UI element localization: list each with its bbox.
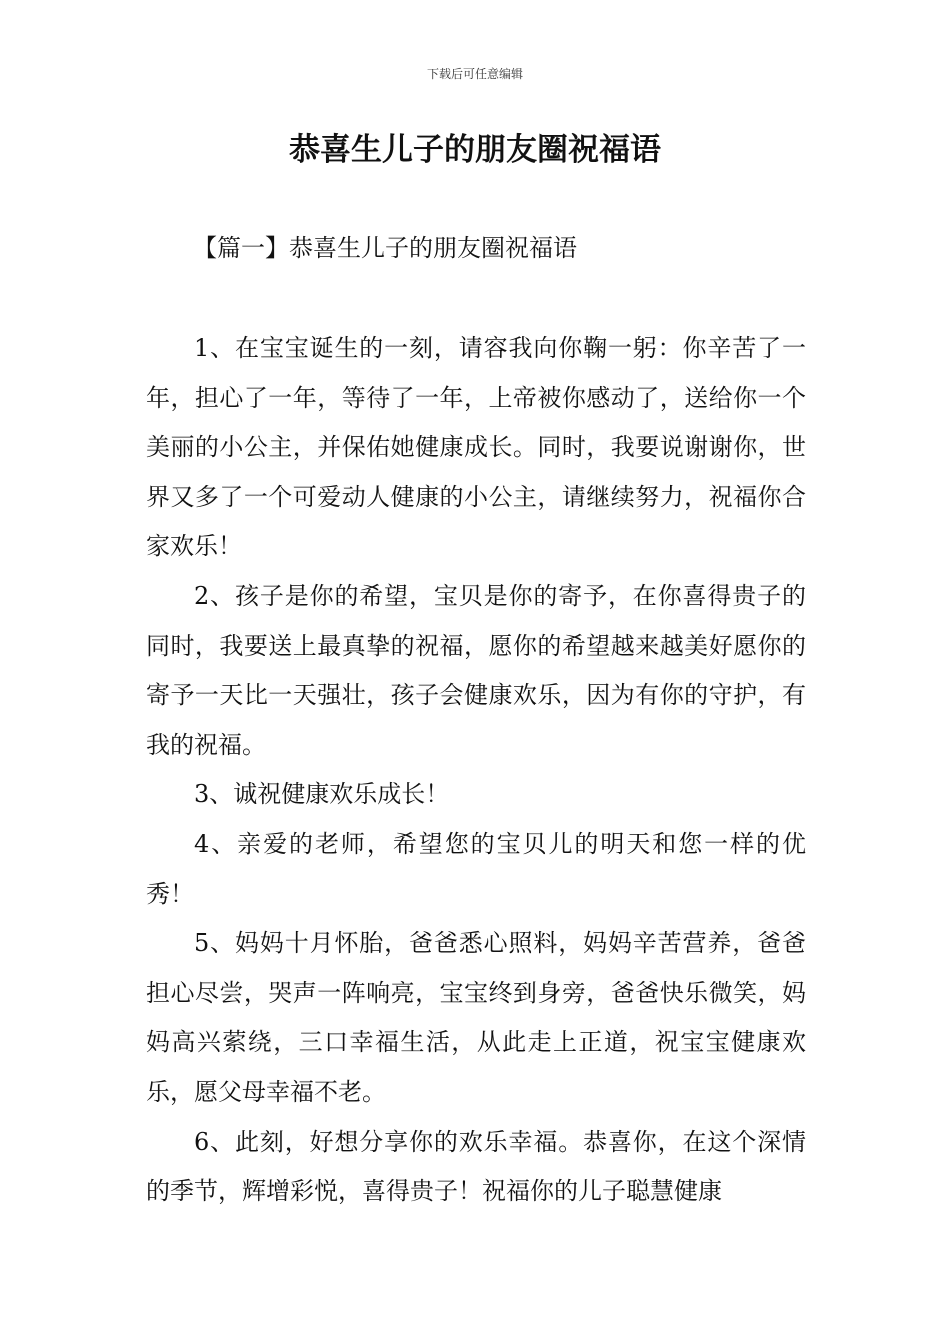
paragraph: 6、此刻，好想分享你的欢乐幸福。恭喜你，在这个深情的季节，辉增彩悦，喜得贵子！祝福你的儿子聪慧健康: [146, 1127, 806, 1206]
section-heading: 【篇一】恭喜生儿子的朋友圈祝福语: [193, 234, 577, 262]
paragraph: 3、诚祝健康欢乐成长！: [194, 780, 450, 809]
document-body: [146, 324, 806, 1217]
paragraph: 1、在宝宝诞生的一刻，请容我向你鞠一躬：你辛苦了一年，担心了一年，等待了一年，上帝被你感动了，送给你一个美丽的小公主，并保佑她健康成长。同时，我要说谢谢你，世界又多了一个可爱动人健康的小公主，请继续努力，祝福你合家欢乐！: [146, 334, 806, 561]
paragraph: 2、孩子是你的希望，宝贝是你的寄予，在你喜得贵子的同时，我要送上最真挚的祝福，愿你的希望越来越美好愿你的寄予一天比一天强壮，孩子会健康欢乐，因为有你的守护，有我的祝福。: [146, 581, 806, 759]
paragraph: 4、亲爱的老师，希望您的宝贝儿的明天和您一样的优秀！: [146, 829, 806, 908]
header-note: 下载后可任意编辑: [426, 67, 523, 81]
paragraph: 5、妈妈十月怀胎，爸爸悉心照料，妈妈辛苦营养，爸爸担心尽尝，哭声一阵响亮，宝宝终到身旁，爸爸快乐微笑，妈妈高兴萦绕，三口幸福生活，从此走上正道，祝宝宝健康欢乐，愿父母幸福不老。: [146, 929, 806, 1106]
document-title: 恭喜生儿子的朋友圈祝福语: [289, 132, 661, 168]
